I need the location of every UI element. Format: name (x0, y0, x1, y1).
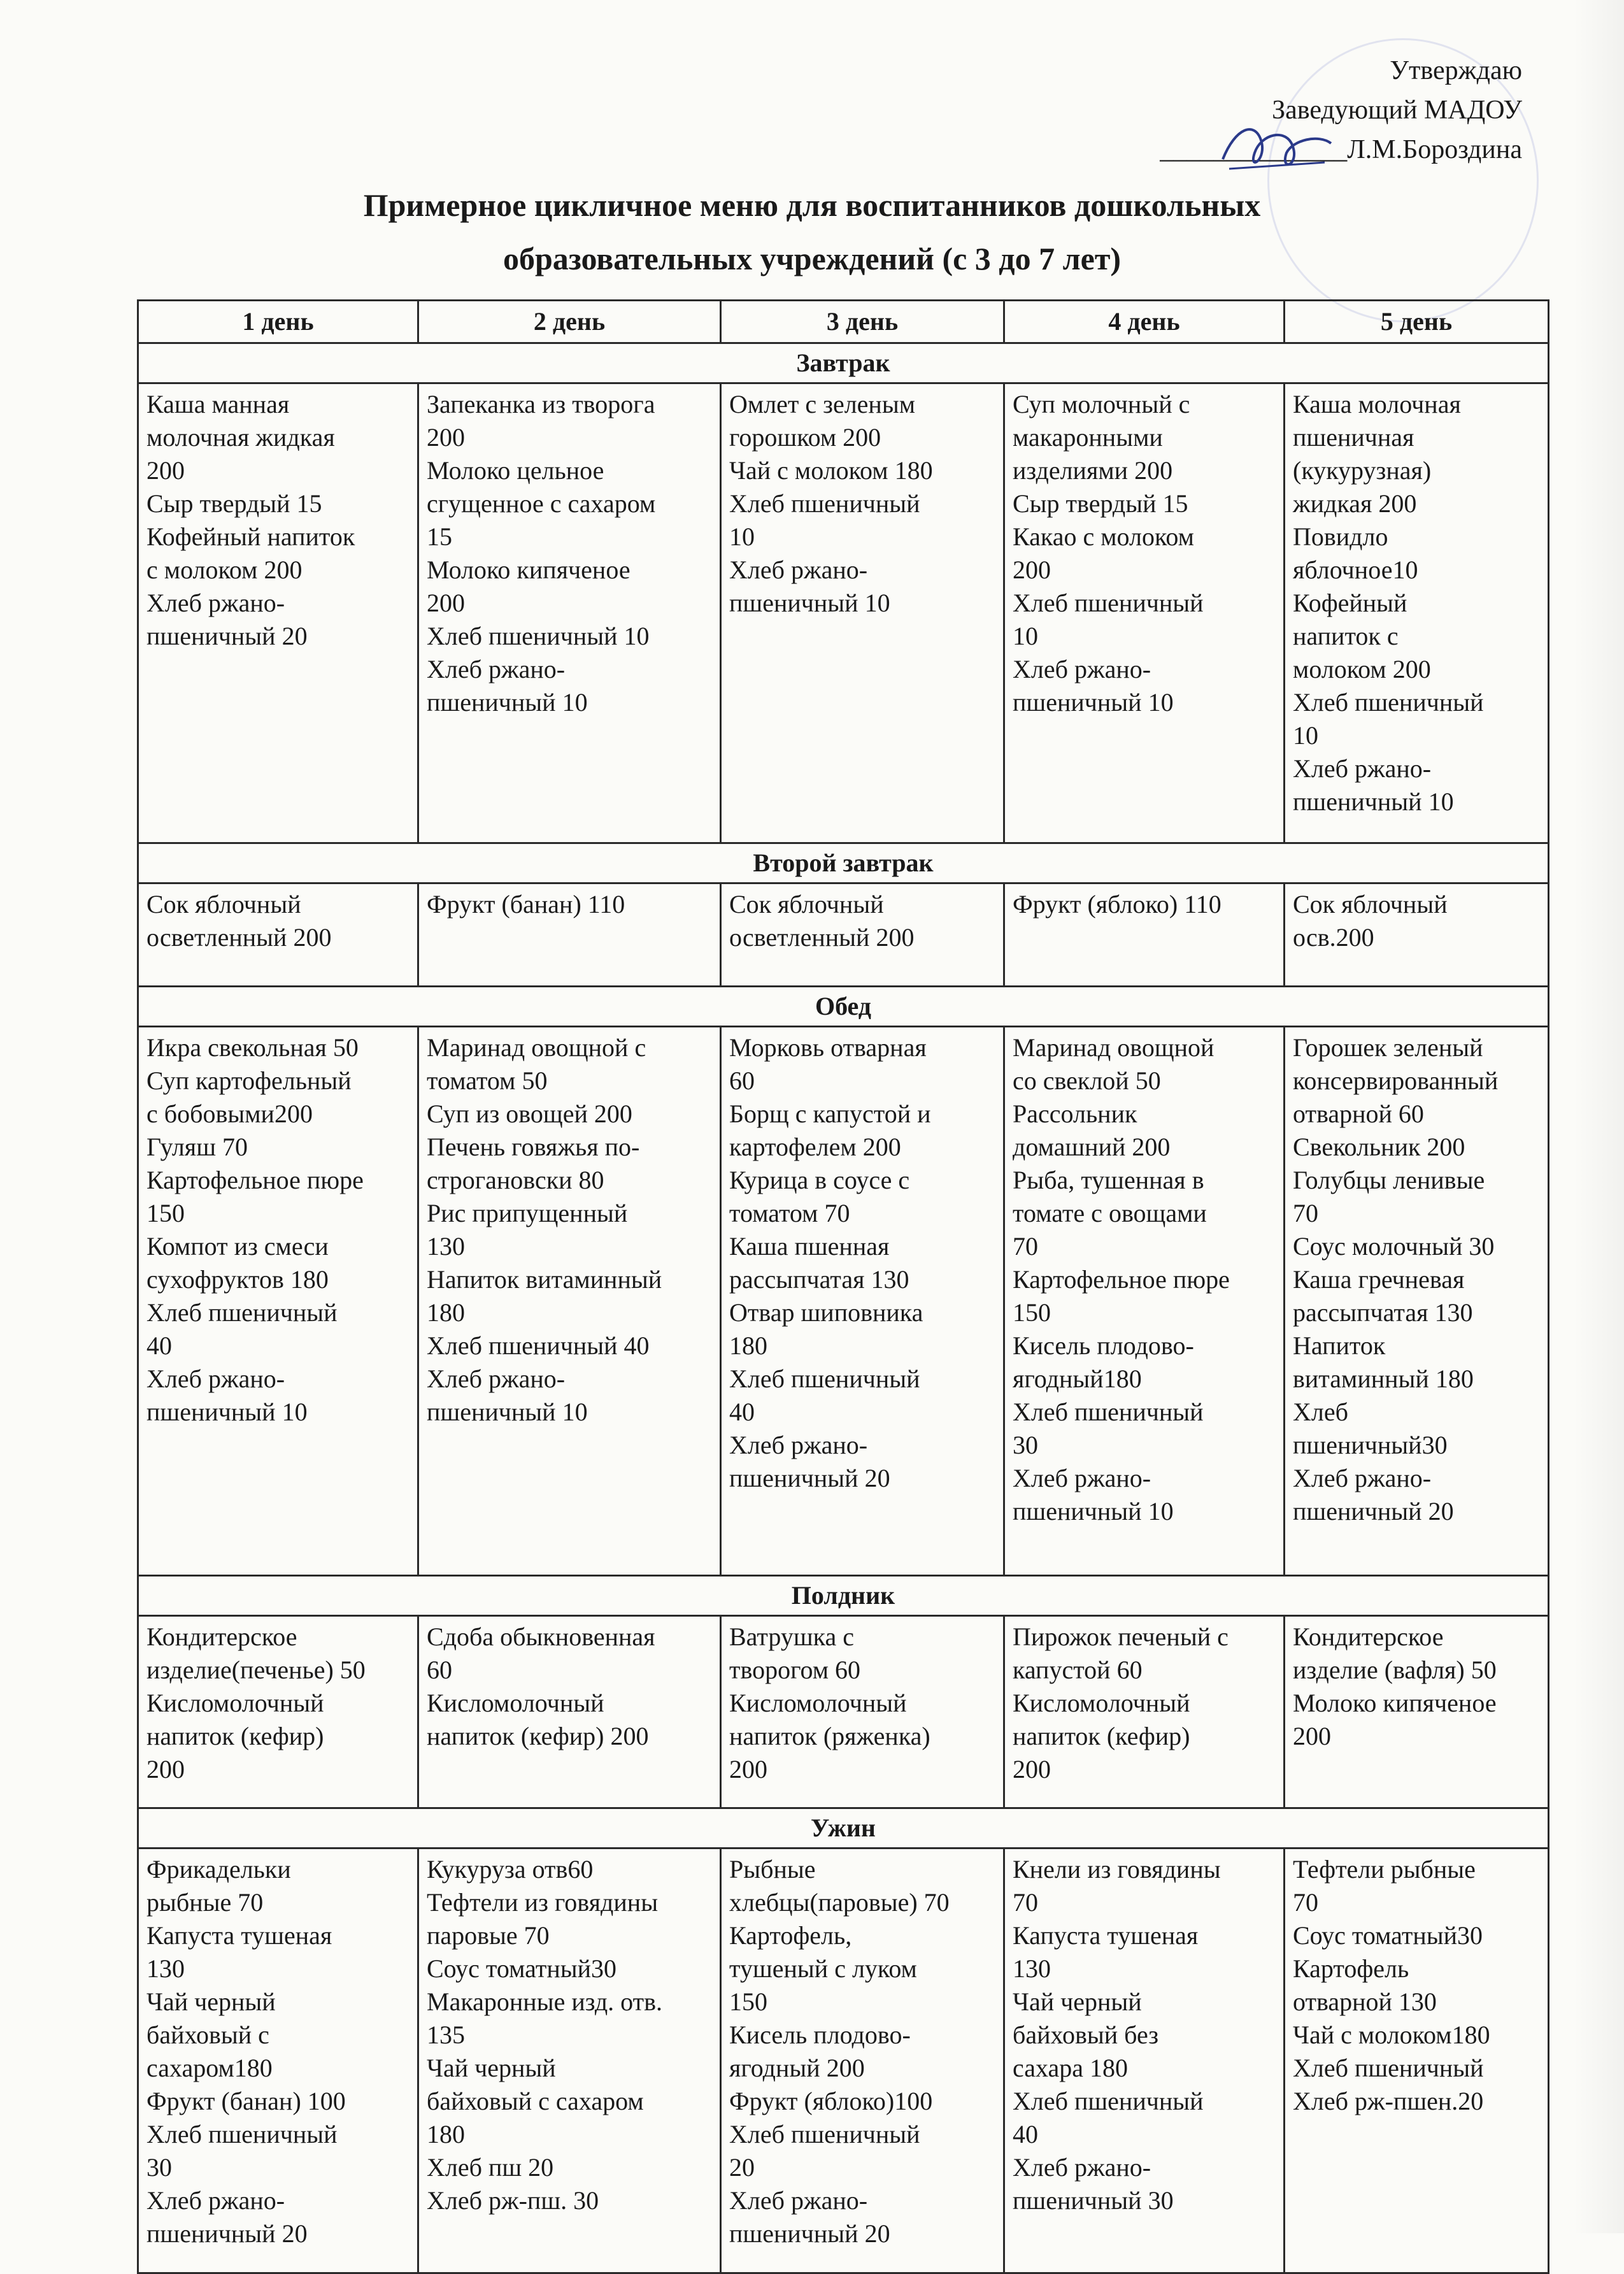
menu-cell (418, 1849, 721, 2273)
menu-line: 180 (427, 2120, 465, 2149)
menu-line: Кисломолочный (729, 1689, 907, 1717)
menu-line: осв.200 (1293, 923, 1374, 952)
menu-line: Чай черный (1013, 1987, 1142, 2016)
menu-line: 40 (146, 1331, 172, 1360)
menu-line: Суп из овощей 200 (427, 1099, 632, 1128)
menu-line: Хлеб пшеничный (1013, 589, 1204, 617)
menu-line: Фрукт (банан) 100 (146, 2087, 346, 2115)
menu-line: Сок яблочный (1293, 890, 1448, 919)
menu-line: Рыба, тушенная в (1013, 1166, 1204, 1194)
approval-line-approve: Утверждаю (1390, 56, 1522, 85)
title-line-2: образовательных учреждений (с 3 до 7 лет) (502, 241, 1122, 276)
menu-line: 15 (427, 522, 452, 551)
menu-line: Фрукт (яблоко)100 (729, 2087, 933, 2115)
menu-line: Кисель плодово- (729, 2020, 911, 2049)
menu-line: яблочное10 (1293, 555, 1418, 584)
menu-line: Курица в соусе с (729, 1166, 910, 1194)
menu-line: макаронными (1013, 423, 1163, 452)
menu-line: Ватрушка с (729, 1622, 854, 1651)
menu-line: 10 (729, 522, 755, 551)
menu-line: Икра свекольная 50 (146, 1033, 359, 1062)
menu-line: изделиями 200 (1013, 456, 1173, 485)
menu-line: Свекольник 200 (1293, 1133, 1465, 1161)
menu-line: (кукурузная) (1293, 456, 1432, 485)
menu-cell (418, 1027, 721, 1576)
menu-line: Хлеб ржано- (1013, 1464, 1151, 1492)
menu-line: пшеничный30 (1293, 1431, 1448, 1459)
menu-cell (138, 1616, 418, 1808)
menu-line: пшеничный 20 (146, 2219, 308, 2248)
menu-line: байховый без (1013, 2020, 1159, 2049)
menu-line: Сдоба обыкновенная (427, 1622, 655, 1651)
menu-line: Каша пшенная (729, 1232, 890, 1261)
menu-cell (1004, 883, 1285, 987)
menu-line: Хлеб ржано- (427, 655, 566, 683)
menu-line: Каша молочная (1293, 390, 1461, 418)
menu-line: Чай с молоком 180 (729, 456, 933, 485)
menu-cell (721, 1616, 1004, 1808)
menu-line: Хлеб рж-пшен.20 (1293, 2087, 1484, 2115)
menu-line: байховый с сахаром (427, 2087, 644, 2115)
menu-line: 200 (1013, 555, 1051, 584)
menu-line: 70 (1293, 1888, 1318, 1917)
menu-line: Омлет с зеленым (729, 390, 916, 418)
menu-line: сгущенное с сахаром (427, 489, 656, 518)
meal-header-row-lunch (138, 987, 1549, 1027)
meal-title: Ужин (138, 1808, 1549, 1849)
menu-line: Хлеб пшеничный 40 (427, 1331, 650, 1360)
menu-line: Хлеб ржано- (1013, 2153, 1151, 2182)
menu-line: 10 (1013, 622, 1038, 650)
menu-line: Хлеб рж-пш. 30 (427, 2186, 599, 2215)
menu-line: 180 (729, 1331, 767, 1360)
menu-line: Хлеб пшеничный (729, 489, 920, 518)
menu-line: Чай черный (146, 1987, 276, 2016)
meal-header-row-breakfast (138, 343, 1549, 383)
menu-line: рассыпчатая 130 (1293, 1298, 1473, 1327)
menu-line: Повидло (1293, 522, 1388, 551)
menu-line: Хлеб пшеничный (1013, 2087, 1204, 2115)
menu-line: Кофейный (1293, 589, 1407, 617)
scan-edge (1573, 0, 1624, 2233)
menu-line: Сыр твердый 15 (146, 489, 322, 518)
menu-line: Хлеб ржано- (427, 1364, 566, 1393)
menu-line: Голубцы ленивые (1293, 1166, 1485, 1194)
menu-line: 30 (1013, 1431, 1038, 1459)
menu-line: Кнели из говядины (1013, 1855, 1221, 1884)
menu-line: Морковь отварная (729, 1033, 927, 1062)
menu-line: Хлеб пшеничный (729, 1364, 920, 1393)
menu-line: Сок яблочный (729, 890, 884, 919)
menu-line: Молоко кипяченое (427, 555, 630, 584)
menu-cell (1004, 383, 1285, 843)
page-title (0, 178, 1624, 285)
menu-cell (1285, 1027, 1549, 1576)
menu-line: напиток (ряженка) (729, 1722, 930, 1750)
menu-line: Хлеб пшеничный (729, 2120, 920, 2149)
menu-line: Хлеб пшеничный (1293, 2054, 1484, 2082)
menu-cell (138, 1849, 418, 2273)
menu-cell (1285, 883, 1549, 987)
day-header: 3 день (721, 301, 1004, 343)
menu-line: домашний 200 (1013, 1133, 1171, 1161)
menu-line: 70 (1293, 1199, 1318, 1227)
approval-line-position: Заведующий МАДОУ (1272, 96, 1522, 125)
menu-line: 40 (729, 1398, 755, 1426)
menu-line: пшеничный 10 (427, 1398, 588, 1426)
menu-line: Соус молочный 30 (1293, 1232, 1495, 1261)
menu-line: пшеничный 30 (1013, 2186, 1174, 2215)
menu-line: Рассольник (1013, 1099, 1137, 1128)
menu-line: Картофельное пюре (1013, 1265, 1230, 1294)
menu-line: консервированный (1293, 1066, 1499, 1095)
menu-line: Капуста тушеная (146, 1921, 332, 1950)
menu-line: витаминный 180 (1293, 1364, 1474, 1393)
menu-cell (721, 883, 1004, 987)
menu-line: Кисель плодово- (1013, 1331, 1194, 1360)
menu-line: пшеничный 20 (729, 1464, 890, 1492)
menu-line: Пирожок печеный с (1013, 1622, 1229, 1651)
menu-line: Рыбные (729, 1855, 816, 1884)
menu-line: Напиток (1293, 1331, 1386, 1360)
menu-line: хлебцы(паровые) 70 (729, 1888, 950, 1917)
menu-line: жидкая 200 (1293, 489, 1417, 518)
menu-line: 200 (1013, 1755, 1051, 1784)
menu-line: Печень говяжья по- (427, 1133, 640, 1161)
menu-line: напиток (кефир) 200 (427, 1722, 649, 1750)
menu-line: рассыпчатая 130 (729, 1265, 909, 1294)
menu-line: Хлеб ржано- (146, 2186, 285, 2215)
menu-line: Макаронные изд. отв. (427, 1987, 663, 2016)
menu-cell (138, 383, 418, 843)
menu-line: 135 (427, 2020, 465, 2049)
menu-line: Молоко цельное (427, 456, 604, 485)
menu-cell (1285, 383, 1549, 843)
menu-cell (721, 383, 1004, 843)
menu-line: Соус томатный30 (1293, 1921, 1483, 1950)
menu-line: 60 (729, 1066, 755, 1095)
menu-line: 70 (1013, 1232, 1038, 1261)
menu-line: 40 (1013, 2120, 1038, 2149)
meal-header-row-second-breakfast (138, 843, 1549, 883)
menu-line: Картофель (1293, 1954, 1409, 1983)
menu-line: Суп молочный с (1013, 390, 1190, 418)
menu-line: отварной 60 (1293, 1099, 1424, 1128)
meal-title: Завтрак (138, 343, 1549, 383)
handwritten-signature (1210, 115, 1344, 185)
menu-line: молочная жидкая (146, 423, 335, 452)
menu-line: Хлеб ржано- (729, 1431, 868, 1459)
menu-line: Тефтели рыбные (1293, 1855, 1476, 1884)
menu-line: Какао с молоком (1013, 522, 1194, 551)
menu-line: Маринад овощной (1013, 1033, 1214, 1062)
menu-cell (1285, 1616, 1549, 1808)
menu-line: Кисломолочный (1013, 1689, 1190, 1717)
menu-line: осветленный 200 (729, 923, 915, 952)
menu-line: пшеничный 10 (146, 1398, 308, 1426)
menu-line: Фрукт (яблоко) 110 (1013, 890, 1222, 919)
menu-line: Сок яблочный (146, 890, 301, 919)
menu-line: паровые 70 (427, 1921, 550, 1950)
menu-line: Компот из смеси (146, 1232, 329, 1261)
menu-cell (1004, 1616, 1285, 1808)
menu-line: 150 (729, 1987, 767, 2016)
menu-line: Хлеб ржано- (146, 589, 285, 617)
day-header: 1 день (138, 301, 418, 343)
menu-line: 200 (427, 423, 465, 452)
menu-line: 30 (146, 2153, 172, 2182)
menu-line: Хлеб ржано- (146, 1364, 285, 1393)
menu-cell (721, 1849, 1004, 2273)
menu-line: изделие (вафля) 50 (1293, 1655, 1497, 1684)
approver-name: Л.М.Бороздина (1347, 135, 1522, 164)
menu-line: 70 (1013, 1888, 1038, 1917)
menu-line: осветленный 200 (146, 923, 332, 952)
menu-line: Маринад овощной с (427, 1033, 646, 1062)
menu-line: Каша гречневая (1293, 1265, 1465, 1294)
menu-cell (138, 883, 418, 987)
menu-line: Суп картофельный (146, 1066, 352, 1095)
menu-cell (1004, 1027, 1285, 1576)
menu-line: капустой 60 (1013, 1655, 1143, 1684)
menu-cell (418, 883, 721, 987)
menu-line: Сыр твердый 15 (1013, 489, 1188, 518)
menu-line: пшеничная (1293, 423, 1414, 452)
menu-line: сахара 180 (1013, 2054, 1128, 2082)
menu-line: пшеничный 20 (729, 2219, 890, 2248)
menu-line: 200 (146, 1755, 185, 1784)
menu-line: 130 (427, 1232, 465, 1261)
meal-row-second-breakfast (138, 883, 1549, 987)
menu-line: пшеничный 10 (1013, 1497, 1174, 1526)
menu-line: 130 (1013, 1954, 1051, 1983)
day-header: 4 день (1004, 301, 1285, 343)
menu-line: творогом 60 (729, 1655, 861, 1684)
menu-line: Рис припущенный (427, 1199, 628, 1227)
menu-cell (418, 1616, 721, 1808)
menu-line: 150 (1013, 1298, 1051, 1327)
menu-line: ягодный 200 (729, 2054, 865, 2082)
menu-line: изделие(печенье) 50 (146, 1655, 366, 1684)
menu-line: Каша манная (146, 390, 290, 418)
menu-line: тушеный с луком (729, 1954, 917, 1983)
menu-line: Хлеб пшеничный 10 (427, 622, 650, 650)
menu-line: 200 (729, 1755, 767, 1784)
menu-table (137, 299, 1549, 2274)
menu-line: Тефтели из говядины (427, 1888, 659, 1917)
day-header: 5 день (1285, 301, 1549, 343)
menu-line: Фрикадельки (146, 1855, 291, 1884)
menu-cell (138, 1027, 418, 1576)
menu-line: Кофейный напиток (146, 522, 355, 551)
menu-line: сахаром180 (146, 2054, 273, 2082)
meal-header-row-dinner (138, 1808, 1549, 1849)
meal-row-dinner (138, 1849, 1549, 2273)
day-header-row (138, 301, 1549, 343)
menu-line: Кисломолочный (427, 1689, 604, 1717)
menu-line: напиток с (1293, 622, 1399, 650)
menu-body (138, 343, 1549, 2273)
meal-title: Обед (138, 987, 1549, 1027)
menu-line: Кондитерское (146, 1622, 297, 1651)
menu-line: Отвар шиповника (729, 1298, 923, 1327)
menu-line: Хлеб ржано- (729, 2186, 868, 2215)
title-line-1: Примерное цикличное меню для воспитанников дошкольных (363, 187, 1261, 223)
menu-line: пшеничный 10 (729, 589, 890, 617)
signature-blank: ______________ (1160, 135, 1348, 164)
menu-line: отварной 130 (1293, 1987, 1437, 2016)
menu-line: со свеклой 50 (1013, 1066, 1161, 1095)
menu-line: 60 (427, 1655, 452, 1684)
menu-line: Хлеб (1293, 1398, 1348, 1426)
menu-cell (418, 383, 721, 843)
menu-line: 10 (1293, 721, 1318, 750)
menu-line: картофелем 200 (729, 1133, 901, 1161)
menu-line: Запеканка из творога (427, 390, 655, 418)
menu-line: горошком 200 (729, 423, 881, 452)
menu-line: Хлеб пшеничный (1293, 688, 1484, 717)
menu-line: Горошек зеленый (1293, 1033, 1483, 1062)
menu-line: Чай с молоком180 (1293, 2020, 1490, 2049)
menu-line: напиток (кефир) (146, 1722, 324, 1750)
meal-title: Полдник (138, 1576, 1549, 1616)
menu-line: Молоко кипяченое (1293, 1689, 1497, 1717)
menu-line: томатом 50 (427, 1066, 548, 1095)
menu-line: томате с овощами (1013, 1199, 1207, 1227)
menu-line: 20 (729, 2153, 755, 2182)
menu-line: с молоком 200 (146, 555, 303, 584)
menu-line: Капуста тушеная (1013, 1921, 1199, 1950)
menu-line: Хлеб ржано- (1293, 754, 1432, 783)
menu-line: Гуляш 70 (146, 1133, 248, 1161)
menu-line: пшеничный 20 (1293, 1497, 1454, 1526)
menu-cell (721, 1027, 1004, 1576)
menu-line: с бобовыми200 (146, 1099, 313, 1128)
meal-header-row-afternoon-snack (138, 1576, 1549, 1616)
menu-line: Хлеб ржано- (729, 555, 868, 584)
menu-line: Хлеб ржано- (1013, 655, 1151, 683)
menu-line: Хлеб пш 20 (427, 2153, 554, 2182)
menu-cell (1004, 1849, 1285, 2273)
menu-line: сухофруктов 180 (146, 1265, 329, 1294)
menu-line: ягодный180 (1013, 1364, 1142, 1393)
menu-line: строгановски 80 (427, 1166, 604, 1194)
menu-line: Соус томатный30 (427, 1954, 617, 1983)
menu-cell (1285, 1849, 1549, 2273)
menu-line: 150 (146, 1199, 185, 1227)
menu-line: Чай черный (427, 2054, 556, 2082)
menu-line: 200 (1293, 1722, 1331, 1750)
menu-line: Хлеб ржано- (1293, 1464, 1432, 1492)
menu-line: Кондитерское (1293, 1622, 1444, 1651)
menu-line: Кукуруза отв60 (427, 1855, 594, 1884)
menu-line: пшеничный 10 (427, 688, 588, 717)
menu-line: 200 (427, 589, 465, 617)
menu-line: пшеничный 10 (1293, 787, 1454, 816)
menu-line: Борщ с капустой и (729, 1099, 931, 1128)
menu-line: Кисломолочный (146, 1689, 324, 1717)
menu-line: 130 (146, 1954, 185, 1983)
meal-title: Второй завтрак (138, 843, 1549, 883)
day-header: 2 день (418, 301, 721, 343)
menu-line: рыбные 70 (146, 1888, 264, 1917)
menu-line: пшеничный 10 (1013, 688, 1174, 717)
meal-row-afternoon-snack (138, 1616, 1549, 1808)
menu-line: Хлеб пшеничный (146, 2120, 338, 2149)
meal-row-breakfast (138, 383, 1549, 843)
menu-line: томатом 70 (729, 1199, 850, 1227)
menu-line: Хлеб пшеничный (1013, 1398, 1204, 1426)
menu-line: Фрукт (банан) 110 (427, 890, 625, 919)
menu-line: Хлеб пшеничный (146, 1298, 338, 1327)
menu-line: напиток (кефир) (1013, 1722, 1190, 1750)
menu-line: Картофель, (729, 1921, 852, 1950)
menu-line: 200 (146, 456, 185, 485)
menu-line: 180 (427, 1298, 465, 1327)
menu-line: Напиток витаминный (427, 1265, 662, 1294)
menu-line: Картофельное пюре (146, 1166, 364, 1194)
menu-line: молоком 200 (1293, 655, 1431, 683)
menu-line: пшеничный 20 (146, 622, 308, 650)
meal-row-lunch (138, 1027, 1549, 1576)
menu-line: байховый с (146, 2020, 269, 2049)
